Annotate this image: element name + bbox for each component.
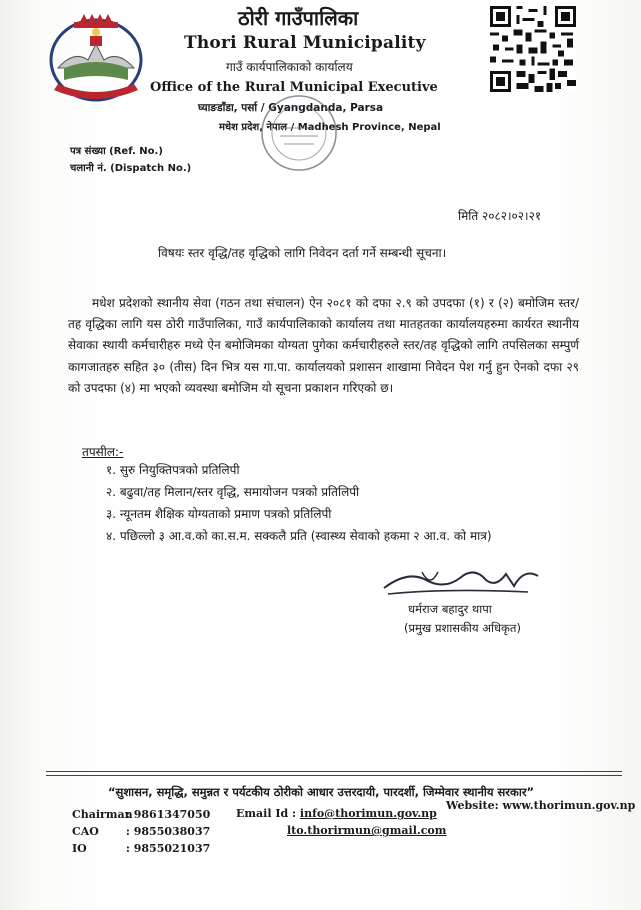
list-item: १. सुरु नियुक्तिपत्रको प्रतिलिपी [106, 463, 240, 477]
footer-email [236, 805, 446, 839]
annex-list [106, 459, 492, 547]
address-line-1: घ्याङडाँडा, पर्सा / Gyangdanda, Parsa [198, 102, 384, 114]
contact-label: CAO [72, 825, 99, 838]
email-link-info[interactable]: info@thorimun.gov.np [299, 807, 437, 820]
contact-label: Chairman [72, 808, 133, 821]
contact-phone: : 9855038037 [125, 825, 211, 838]
email-label: Email Id : [236, 807, 297, 820]
handwritten-signature [378, 558, 546, 602]
contact-row [72, 840, 210, 857]
dispatch-number-label: चलानी नं. (Dispatch No.) [70, 163, 192, 174]
nepal-emblem-logo [44, 10, 148, 106]
contact-row [72, 806, 210, 823]
office-stamp-seal [258, 92, 340, 174]
footer-website: Website: www.thorimun.gov.np [446, 799, 636, 812]
letter-date: मिति २०८२।०२।२१ [458, 209, 542, 223]
footer-divider [46, 775, 622, 776]
municipality-name-english: Thori Rural Municipality [184, 33, 426, 53]
qr-code-image [490, 6, 576, 92]
footer-divider [46, 771, 622, 772]
office-name-english: Office of the Rural Municipal Executive [150, 80, 438, 95]
list-item: ४. पछिल्लो ३ आ.व.को का.स.म. सक्कलै प्रति (स्वास्थ्य सेवाको हकमा २ आ.व. को मात्र) [106, 529, 492, 543]
reference-number-label: पत्र संख्या (Ref. No.) [70, 146, 163, 157]
municipality-name-nepali: ठोरी गाउँपालिका [238, 6, 359, 30]
contact-row [72, 823, 210, 840]
letter-subject: विषयः स्तर वृद्धि/तह वृद्धिको लागि निवेदन दर्ता गर्ने सम्बन्धी सूचना। [158, 246, 447, 260]
contact-phone: : 9855021037 [125, 842, 211, 855]
office-name-nepali: गाउँ कार्यपालिकाको कार्यालय [226, 60, 353, 74]
list-item: २. बढुवा/तह मिलान/स्तर वृद्धि, समायोजन पत्रको प्रतिलिपी [106, 485, 360, 499]
footer-contacts [72, 806, 210, 857]
email-link-gmail[interactable]: lto.thorirmun@gmail.com [287, 824, 447, 837]
address-line-2: मधेश प्रदेश, नेपाल / Madhesh Province, Nepal [219, 122, 441, 133]
annex-heading: तपसील:- [82, 445, 124, 459]
signer-name: धर्मराज बहादुर थापा [408, 602, 492, 616]
list-item: ३. न्यूनतम शैक्षिक योग्यताको प्रमाण पत्रको प्रतिलिपी [106, 507, 332, 521]
contact-phone: : 9861347050 [125, 808, 211, 821]
contact-label: IO [72, 842, 87, 855]
footer-motto: “सुशासन, समृद्धि, समुन्नत र पर्यटकीय ठोरीको आधार उत्तरदायी, पारदर्शी, जिम्मेवार स्थानीय सरकार” [108, 785, 535, 799]
notice-body-paragraph: मधेश प्रदेशको स्थानीय सेवा (गठन तथा संचालन) ऐन २०८१ को दफा २.९ को उपदफा (१) र (२) बमोजिम स्तर/तह वृद्धिका लागि यस ठोरी गाउँपालिका, गाउँ कार्यपालिकाको कार्यालय तथा मातहतका कार्यालयहरुमा कार्यरत स्थानीय सेवाका स्थायी कर्मचारीहरु मध्ये ऐन बमोजिमका योग्यता पुगेका कर्मचारीहरुले स्तर/तह वृद्धिको लागि तपसिलका सम्पुर्ण कागजातहरु सहित ३० (तीस) दिन भित्र यस गा.पा. कार्यालयको प्रशासन शाखामा निवेदन पेश गर्नु हुन ऐनको दफा २९ को उपदफा (४) मा भएको व्यवस्था बमोजिम यो सूचना प्रकाशन गरिएको छ। [68, 296, 579, 395]
signer-title: (प्रमुख प्रशासकीय अधिकृत) [404, 621, 521, 635]
